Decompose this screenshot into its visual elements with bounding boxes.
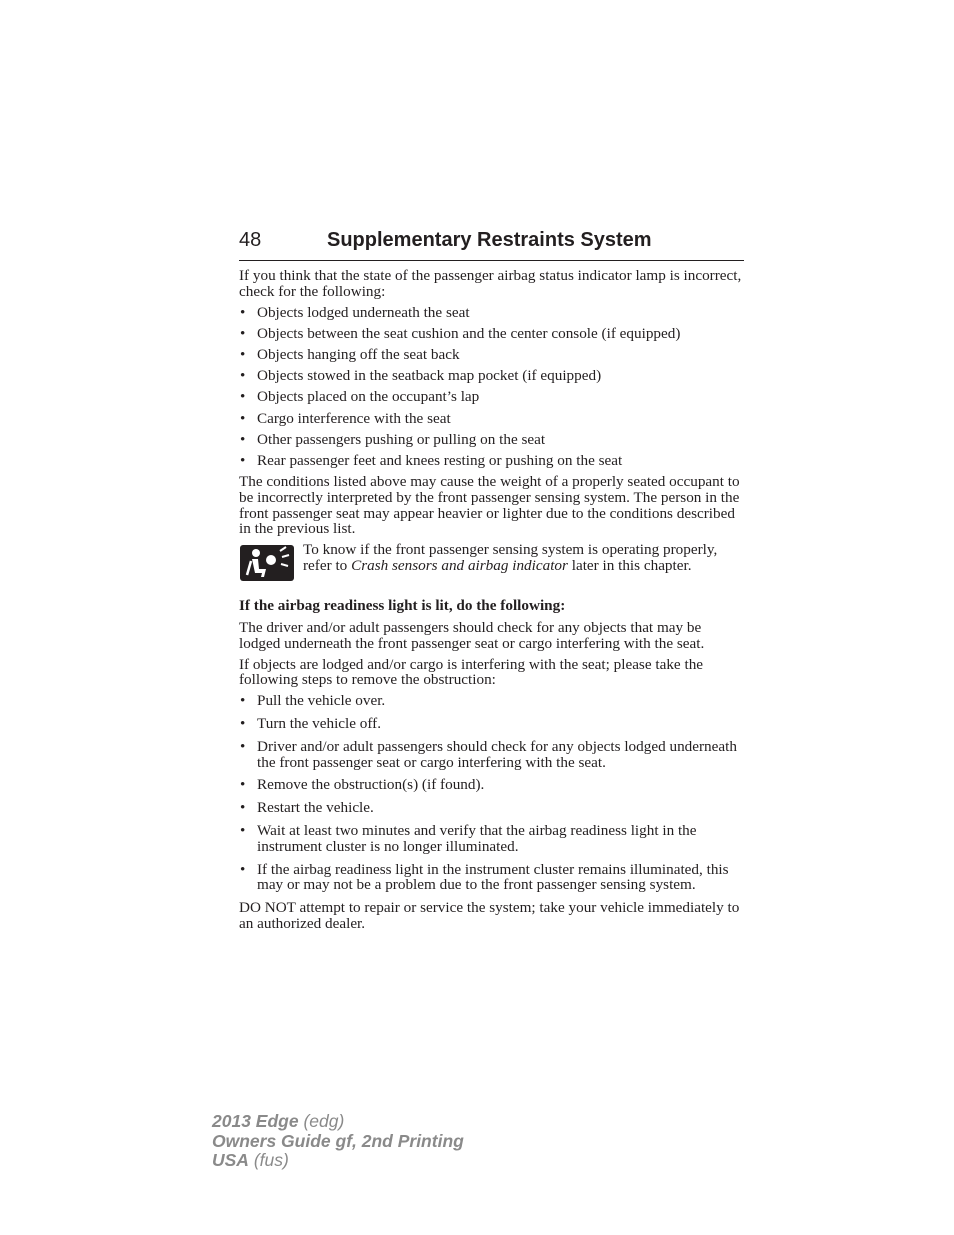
note-text: To know if the front passenger sensing system is operating properly, refer to Crash sensors and airbag indicator later in this chapter.: [303, 541, 718, 575]
list-item: • Other passengers pushing or pulling on the seat: [239, 432, 745, 448]
airbag-icon: [240, 545, 294, 581]
list-item: • If the airbag readiness light in the instrument cluster remains illuminated, this may or may not be a problem due to the front passenger sensing system.: [239, 862, 745, 894]
page-number: 48: [239, 229, 262, 251]
cross-reference: Crash sensors and airbag indicator: [351, 557, 568, 575]
list-item: • Objects between the seat cushion and the center console (if equipped): [239, 326, 745, 342]
list-item: • Turn the vehicle off.: [239, 716, 745, 732]
list-item: • Pull the vehicle over.: [239, 693, 745, 709]
page-footer: [212, 1112, 464, 1171]
list-item: • Cargo interference with the seat: [239, 411, 745, 427]
steps-list: [239, 693, 745, 893]
list-item: • Driver and/or adult passengers should check for any objects lodged underneath the front passenger seat or cargo interfering with the seat.: [239, 739, 745, 771]
steps-intro: If objects are lodged and/or cargo is interfering with the seat; please take the following steps to remove the obstruction:: [239, 655, 704, 689]
page-content: [239, 268, 745, 932]
list-item: • Objects placed on the occupant’s lap: [239, 389, 745, 405]
list-item: • Restart the vehicle.: [239, 800, 745, 816]
intro-paragraph: If you think that the state of the passenger airbag status indicator lamp is incorrect, check for the following:: [239, 267, 742, 300]
list-item: • Objects stowed in the seatback map pocket (if equipped): [239, 368, 745, 384]
list-item: • Objects hanging off the seat back: [239, 347, 745, 363]
note-block: [239, 542, 745, 592]
list-item: • Objects lodged underneath the seat: [239, 305, 745, 321]
readiness-heading: If the airbag readiness light is lit, do the following:: [239, 597, 566, 615]
readiness-paragraph: The driver and/or adult passengers should check for any objects that may be lodged underneath the front passenger seat or cargo interfering with the seat.: [239, 619, 705, 652]
list-item: • Remove the obstruction(s) (if found).: [239, 777, 745, 793]
conditions-paragraph: The conditions listed above may cause the weight of a properly seated occupant to be incorrectly interpreted by the front passenger sensing system. The person in the front passenger seat may appear heavier or lighter due to the conditions described in the previous list.: [239, 473, 740, 538]
page-header: [239, 228, 744, 261]
footer-region: USA (fus): [212, 1150, 289, 1170]
list-item: • Rear passenger feet and knees resting or pushing on the seat: [239, 453, 745, 469]
footer-guide: Owners Guide gf, 2nd Printing: [212, 1130, 464, 1151]
checklist: [239, 305, 745, 469]
warning-paragraph: DO NOT attempt to repair or service the system; take your vehicle immediately to an authorized dealer.: [239, 899, 740, 933]
footer-model: 2013 Edge (edg): [212, 1111, 345, 1131]
list-item: • Wait at least two minutes and verify that the airbag readiness light in the instrument cluster is no longer illuminated.: [239, 823, 745, 855]
section-title: Supplementary Restraints System: [327, 229, 652, 251]
